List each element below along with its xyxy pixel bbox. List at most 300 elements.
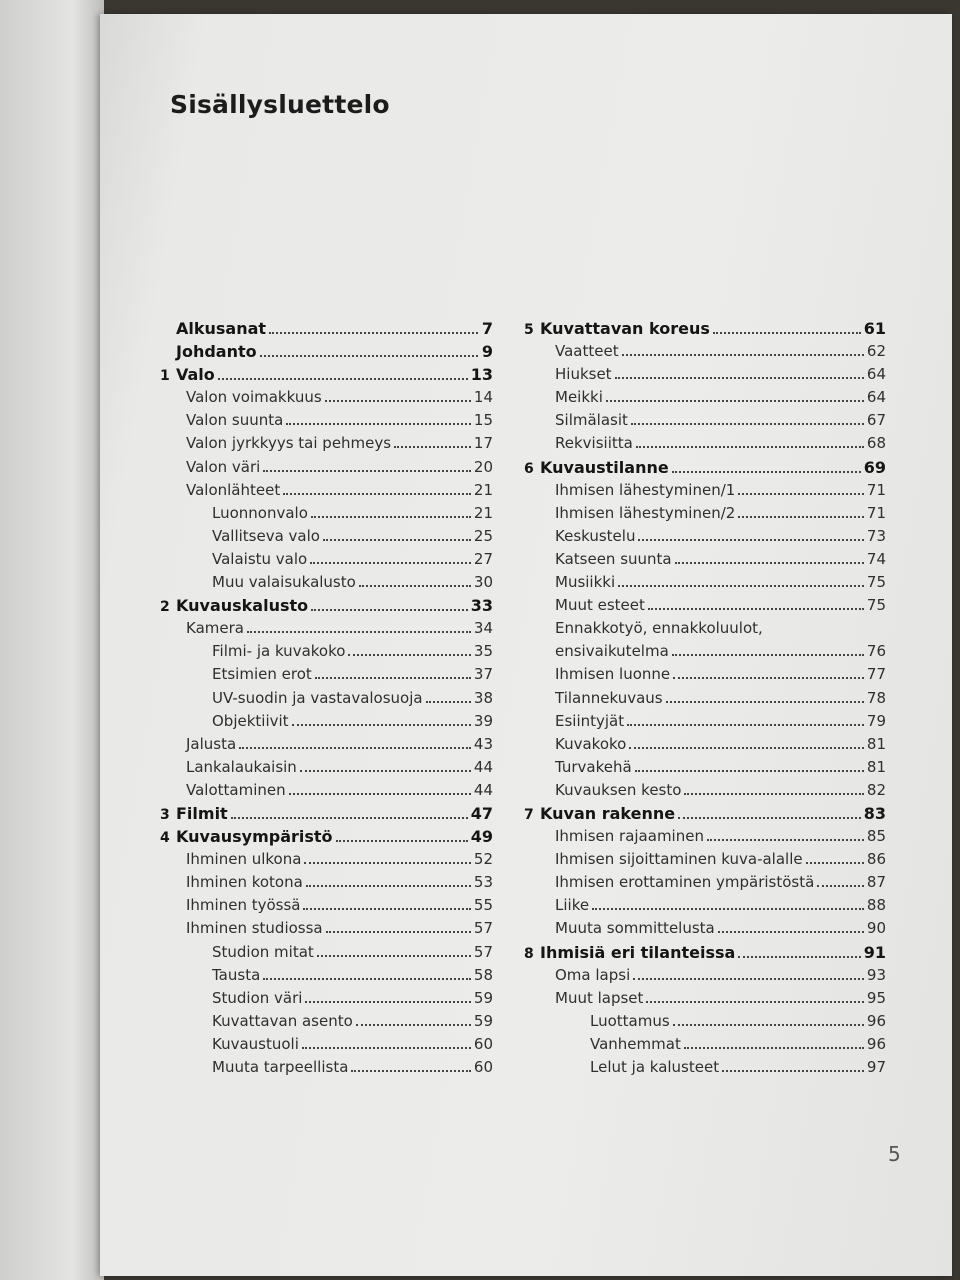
- entry-title-wrap: [524, 434, 633, 452]
- toc-entry: [160, 619, 493, 642]
- dot-leader: [684, 793, 863, 795]
- entry-title: Ihmisen lähestyminen/1: [555, 480, 736, 499]
- entry-page-number: 75: [866, 596, 886, 615]
- entry-title: Lankalaukaisin: [186, 757, 297, 776]
- toc-entry: [160, 850, 493, 873]
- entry-page-number: 97: [866, 1058, 886, 1076]
- entry-title: Valo: [176, 365, 215, 385]
- chapter-number: 4: [160, 830, 170, 847]
- entry-page-number: 78: [866, 688, 886, 707]
- entry-title-wrap: [524, 319, 710, 338]
- entry-page-number: 34: [473, 619, 493, 638]
- toc-entry: [160, 573, 493, 596]
- entry-title: Muuta tarpeellista: [212, 1058, 349, 1076]
- dot-leader: [738, 493, 864, 495]
- entry-title: Studion väri: [212, 988, 303, 1007]
- entry-page-number: 59: [473, 988, 493, 1007]
- entry-title: Tilannekuvaus: [555, 688, 663, 707]
- entry-title: Rekvisiitta: [555, 434, 633, 453]
- entry-page-number: 76: [866, 642, 886, 661]
- entry-title: Objektiivit: [212, 711, 289, 730]
- entry-title: Valon voimakkuus: [186, 388, 322, 407]
- entry-title-wrap: [160, 735, 236, 753]
- dot-leader: [326, 931, 471, 933]
- entry-title: Filmi- ja kuvakoko: [212, 642, 346, 661]
- toc-entry: [524, 1058, 886, 1081]
- entry-title: Kuvan rakenne: [540, 803, 676, 823]
- entry-title: Ihminen ulkona: [186, 850, 302, 869]
- entry-page-number: 25: [473, 526, 493, 545]
- entry-title-wrap: [524, 481, 735, 499]
- entry-title-wrap: [160, 619, 244, 637]
- entry-title: Vallitseva valo: [212, 526, 320, 545]
- entry-page-number: 61: [863, 319, 886, 338]
- dot-leader: [636, 446, 864, 448]
- entry-title-wrap: [524, 804, 675, 823]
- dot-leader: [629, 747, 864, 749]
- entry-title-wrap: [160, 781, 286, 799]
- entry-title-wrap: [160, 550, 307, 568]
- entry-title: Musiikki: [555, 573, 616, 592]
- entry-title-wrap: [160, 1035, 299, 1053]
- dot-leader: [304, 862, 470, 864]
- entry-title: Valon jyrkkyys tai pehmeys: [186, 434, 392, 453]
- dot-leader: [394, 446, 471, 448]
- entry-title-wrap: [160, 665, 312, 683]
- entry-page-number: 77: [866, 665, 886, 684]
- entry-title-wrap: [160, 458, 260, 476]
- toc-entry: [524, 758, 886, 781]
- entry-title-wrap: [524, 504, 735, 522]
- entry-page-number: 87: [866, 873, 886, 892]
- toc-right-column: [524, 319, 886, 1081]
- entry-page-number: 20: [473, 457, 493, 476]
- toc-left-column: [160, 319, 493, 1081]
- entry-title: Lelut ja kalusteet: [590, 1058, 720, 1076]
- dot-leader: [673, 1024, 864, 1026]
- entry-page-number: 35: [473, 642, 493, 661]
- entry-page-number: 73: [866, 526, 886, 545]
- entry-title: Muu valaisukalusto: [212, 573, 356, 592]
- toc-entry: [160, 896, 493, 919]
- entry-title: Muut lapset: [555, 988, 644, 1007]
- entry-page-number: 68: [866, 434, 886, 453]
- entry-title-wrap: [524, 735, 626, 753]
- entry-title-wrap: [160, 804, 228, 823]
- dot-leader: [806, 862, 864, 864]
- toc-entry: [524, 966, 886, 989]
- entry-page-number: 85: [866, 827, 886, 846]
- toc-entry: [160, 943, 493, 966]
- entry-page-number: 58: [473, 965, 493, 984]
- dot-leader: [310, 562, 471, 564]
- entry-page-number: 7: [481, 319, 493, 338]
- entry-page-number: 69: [863, 457, 886, 477]
- entry-title-wrap: [524, 642, 669, 660]
- dot-leader: [315, 677, 471, 679]
- entry-title: Silmälasit: [555, 411, 628, 430]
- toc-chapter-entry: [524, 804, 886, 827]
- dot-leader: [317, 955, 471, 957]
- dot-leader: [707, 839, 864, 841]
- entry-title: Kuvakoko: [555, 734, 627, 753]
- entry-title: Kamera: [186, 619, 244, 638]
- entry-title-wrap: [160, 758, 297, 776]
- entry-title-wrap: [524, 619, 763, 637]
- dot-leader: [289, 793, 471, 795]
- entry-page-number: 71: [866, 480, 886, 499]
- entry-title: Kuvausympäristö: [176, 827, 333, 847]
- entry-title-wrap: [524, 873, 814, 891]
- entry-title: Kuvauskalusto: [176, 596, 309, 616]
- entry-title: Valottaminen: [186, 780, 286, 799]
- entry-title: Kuvaustilanne: [540, 457, 669, 477]
- entry-title-wrap: [524, 388, 603, 406]
- entry-page-number: 53: [473, 873, 493, 892]
- entry-title: Meikki: [555, 388, 603, 407]
- entry-title: Luonnonvalo: [212, 503, 308, 522]
- dot-leader: [283, 493, 471, 495]
- entry-page-number: 13: [470, 365, 493, 385]
- entry-title-wrap: [160, 411, 283, 429]
- entry-page-number: 74: [866, 549, 886, 568]
- toc-entry: [524, 550, 886, 573]
- entry-title-wrap: [524, 1012, 670, 1030]
- entry-title-wrap: [524, 896, 589, 914]
- toc-entry: [160, 781, 493, 804]
- entry-title-wrap: [524, 458, 669, 477]
- toc-entry: [524, 896, 886, 919]
- entry-title: Alkusanat: [176, 319, 267, 338]
- toc-entry: [524, 504, 886, 527]
- toc-entry: [160, 388, 493, 411]
- chapter-number: 2: [160, 599, 170, 616]
- entry-page-number: 43: [473, 734, 493, 753]
- entry-title: Kuvauksen kesto: [555, 780, 682, 799]
- dot-leader: [351, 1070, 471, 1072]
- entry-title-wrap: [160, 388, 322, 406]
- toc-entry: [524, 365, 886, 388]
- toc-entry: [524, 919, 886, 942]
- entry-title-wrap: [160, 434, 391, 452]
- entry-page-number: 93: [866, 965, 886, 984]
- entry-page-number: 81: [866, 757, 886, 776]
- dot-leader: [618, 585, 864, 587]
- entry-title-wrap: [160, 827, 333, 846]
- entry-title-wrap: [160, 1012, 353, 1030]
- entry-title-wrap: [524, 827, 704, 845]
- entry-page-number: 49: [470, 827, 493, 847]
- entry-title: Filmit: [176, 803, 228, 823]
- entry-title-wrap: [160, 919, 323, 937]
- dot-leader: [306, 885, 471, 887]
- entry-title: Valon väri: [186, 457, 261, 476]
- toc-entry: [524, 1012, 886, 1035]
- dot-leader: [648, 608, 864, 610]
- dot-leader: [672, 471, 861, 473]
- toc-entry: [524, 850, 886, 873]
- entry-title-wrap: [160, 850, 301, 868]
- entry-title: Ihmisen erottaminen ympäristöstä: [555, 873, 815, 892]
- dot-leader: [260, 355, 478, 357]
- entry-page-number: 15: [473, 411, 493, 430]
- toc-entry: [524, 712, 886, 735]
- entry-title-wrap: [160, 573, 356, 591]
- toc-entry: [160, 873, 493, 896]
- toc-entry: [160, 411, 493, 434]
- entry-title-wrap: [524, 689, 663, 707]
- toc-entry: [524, 665, 886, 688]
- dot-leader: [672, 654, 864, 656]
- toc-entry: [160, 1035, 493, 1058]
- toc-entry: [160, 1012, 493, 1035]
- entry-title-wrap: [160, 943, 314, 961]
- entry-page-number: 83: [863, 803, 886, 823]
- dot-leader: [305, 1001, 470, 1003]
- dot-leader: [311, 516, 471, 518]
- entry-page-number: 37: [473, 665, 493, 684]
- entry-title-wrap: [524, 943, 735, 962]
- dot-leader: [336, 840, 468, 842]
- toc-entry: [160, 966, 493, 989]
- entry-page-number: 57: [473, 919, 493, 938]
- dot-leader: [738, 516, 864, 518]
- toc-entry: [160, 989, 493, 1012]
- entry-title-wrap: [160, 712, 289, 730]
- toc-chapter-entry: [160, 596, 493, 619]
- entry-title: Ihmisiä eri tilanteissa: [540, 942, 736, 962]
- entry-title: Vanhemmat: [590, 1034, 681, 1053]
- entry-page-number: 21: [473, 503, 493, 522]
- toc-entry: [160, 504, 493, 527]
- entry-title-wrap: [524, 411, 628, 429]
- entry-title-wrap: [160, 504, 308, 522]
- entry-page-number: 57: [473, 942, 493, 961]
- entry-title: Johdanto: [176, 342, 257, 362]
- dot-leader: [286, 423, 471, 425]
- dot-leader: [627, 724, 864, 726]
- toc-entry: [524, 411, 886, 434]
- entry-page-number: 91: [863, 942, 886, 962]
- dot-leader: [666, 701, 864, 703]
- entry-title-wrap: [160, 319, 266, 338]
- dot-leader: [817, 885, 864, 887]
- toc-entry: [524, 827, 886, 850]
- entry-title-wrap: [160, 966, 260, 984]
- toc-entry: [160, 481, 493, 504]
- entry-title-wrap: [160, 481, 280, 499]
- entry-page-number: 67: [866, 411, 886, 430]
- entry-page-number: 21: [473, 480, 493, 499]
- dot-leader: [323, 539, 471, 541]
- entry-page-number: 52: [473, 850, 493, 869]
- dot-leader: [738, 956, 860, 958]
- toc-entry: [524, 619, 886, 642]
- dot-leader: [638, 539, 863, 541]
- dot-leader: [356, 1024, 471, 1026]
- entry-page-number: 95: [866, 988, 886, 1007]
- dot-leader: [631, 423, 864, 425]
- entry-title: Ihmisen lähestyminen/2: [555, 503, 736, 522]
- dot-leader: [292, 724, 471, 726]
- entry-page-number: 9: [481, 342, 493, 362]
- toc-entry: [524, 873, 886, 896]
- entry-title-wrap: [160, 873, 303, 891]
- dot-leader: [713, 332, 861, 334]
- toc-chapter-entry: [160, 827, 493, 850]
- entry-title: Liike: [555, 896, 590, 915]
- toc-entry: [160, 712, 493, 735]
- dot-leader: [622, 354, 864, 356]
- entry-title-wrap: [524, 342, 619, 360]
- toc-chapter-entry: [160, 804, 493, 827]
- toc-entry: [524, 781, 886, 804]
- entry-page-number: 60: [473, 1058, 493, 1076]
- dot-leader: [635, 770, 864, 772]
- entry-title: Ennakkotyö, ennakkoluulot,: [555, 619, 763, 638]
- entry-title-wrap: [160, 342, 257, 361]
- toc-entry: [524, 342, 886, 365]
- entry-page-number: 27: [473, 549, 493, 568]
- entry-title: Studion mitat: [212, 942, 314, 961]
- entry-title: Turvakehä: [555, 757, 632, 776]
- chapter-number: 5: [524, 322, 534, 338]
- entry-title: Valon suunta: [186, 411, 284, 430]
- entry-page-number: 64: [866, 365, 886, 384]
- chapter-number: 7: [524, 806, 534, 823]
- dot-leader: [633, 978, 864, 980]
- entry-title-wrap: [524, 573, 615, 591]
- entry-title-wrap: [524, 712, 624, 730]
- toc-entry: [160, 458, 493, 481]
- dot-leader: [263, 470, 471, 472]
- entry-title: Ihminen studiossa: [186, 919, 323, 938]
- toc-entry: [160, 550, 493, 573]
- dot-leader: [426, 701, 471, 703]
- dot-leader: [678, 817, 861, 819]
- dot-leader: [592, 908, 864, 910]
- entry-title-wrap: [524, 758, 632, 776]
- page-number: 5: [888, 1142, 901, 1166]
- chapter-number: 8: [524, 945, 534, 962]
- toc-chapter-entry: [160, 342, 493, 365]
- entry-title: Ihmisen luonne: [555, 665, 671, 684]
- toc-entry: [524, 1035, 886, 1058]
- entry-page-number: 96: [866, 1034, 886, 1053]
- toc-chapter-entry: [160, 319, 493, 342]
- dot-leader: [311, 609, 468, 611]
- entry-title: Ihminen kotona: [186, 873, 303, 892]
- entry-title: Ihminen työssä: [186, 896, 301, 915]
- entry-page-number: 62: [866, 342, 886, 361]
- entry-title-wrap: [524, 365, 612, 383]
- entry-title-wrap: [160, 989, 302, 1007]
- entry-page-number: 30: [473, 573, 493, 592]
- entry-title: Oma lapsi: [555, 965, 631, 984]
- toc-chapter-entry: [524, 319, 886, 342]
- entry-title: Valonlähteet: [186, 480, 281, 499]
- entry-page-number: 39: [473, 711, 493, 730]
- entry-title: Katseen suunta: [555, 549, 672, 568]
- chapter-number: 3: [160, 806, 170, 823]
- dot-leader: [684, 1047, 864, 1049]
- toc-entry: [524, 689, 886, 712]
- dot-leader: [269, 332, 478, 334]
- dot-leader: [300, 770, 471, 772]
- toc-chapter-entry: [524, 943, 886, 966]
- dot-leader: [646, 1001, 863, 1003]
- entry-title: Keskustelu: [555, 526, 636, 545]
- entry-title: Ihmisen rajaaminen: [555, 827, 704, 846]
- entry-page-number: 82: [866, 780, 886, 799]
- entry-title-wrap: [524, 1035, 681, 1053]
- dot-leader: [348, 654, 470, 656]
- page-title: Sisällysluettelo: [170, 90, 390, 119]
- entry-title: Kuvattavan asento: [212, 1011, 353, 1030]
- entry-title-wrap: [524, 850, 803, 868]
- dot-leader: [718, 931, 864, 933]
- entry-page-number: 33: [470, 596, 493, 616]
- entry-page-number: 44: [473, 757, 493, 776]
- toc-entry: [524, 642, 886, 665]
- entry-title: Vaatteet: [555, 342, 619, 361]
- entry-title: Muut esteet: [555, 596, 645, 615]
- entry-title: ensivaikutelma: [555, 642, 669, 661]
- entry-page-number: 17: [473, 434, 493, 453]
- entry-page-number: 96: [866, 1011, 886, 1030]
- entry-page-number: 47: [470, 803, 493, 823]
- entry-page-number: 60: [473, 1034, 493, 1053]
- entry-title-wrap: [160, 896, 300, 914]
- entry-title-wrap: [524, 919, 715, 937]
- entry-title-wrap: [524, 781, 681, 799]
- toc-entry: [160, 642, 493, 665]
- toc-entry: [160, 735, 493, 758]
- entry-title-wrap: [524, 665, 670, 683]
- dot-leader: [303, 908, 470, 910]
- entry-title: Ihmisen sijoittaminen kuva-alalle: [555, 850, 803, 869]
- entry-title-wrap: [524, 527, 635, 545]
- dot-leader: [247, 631, 471, 633]
- dot-leader: [359, 585, 471, 587]
- toc-entry: [524, 596, 886, 619]
- entry-page-number: 75: [866, 573, 886, 592]
- dot-leader: [218, 378, 468, 380]
- entry-title: Jalusta: [186, 734, 237, 753]
- entry-title-wrap: [160, 1058, 348, 1076]
- chapter-number: 6: [524, 460, 534, 477]
- toc-chapter-entry: [160, 365, 493, 388]
- entry-title: Tausta: [212, 965, 261, 984]
- toc-entry: [524, 527, 886, 550]
- entry-title-wrap: [160, 642, 345, 660]
- entry-page-number: 44: [473, 780, 493, 799]
- entry-title-wrap: [524, 550, 672, 568]
- toc-entry: [160, 527, 493, 550]
- toc-entry: [160, 434, 493, 457]
- dot-leader: [673, 677, 864, 679]
- entry-title-wrap: [524, 596, 645, 614]
- entry-title: Muuta sommittelusta: [555, 919, 715, 938]
- entry-page-number: 59: [473, 1011, 493, 1030]
- entry-page-number: 79: [866, 711, 886, 730]
- entry-page-number: 88: [866, 896, 886, 915]
- toc-entry: [160, 758, 493, 781]
- entry-title-wrap: [160, 596, 308, 615]
- entry-page-number: 81: [866, 734, 886, 753]
- entry-title: Valaistu valo: [212, 549, 308, 568]
- entry-title: Hiukset: [555, 365, 612, 384]
